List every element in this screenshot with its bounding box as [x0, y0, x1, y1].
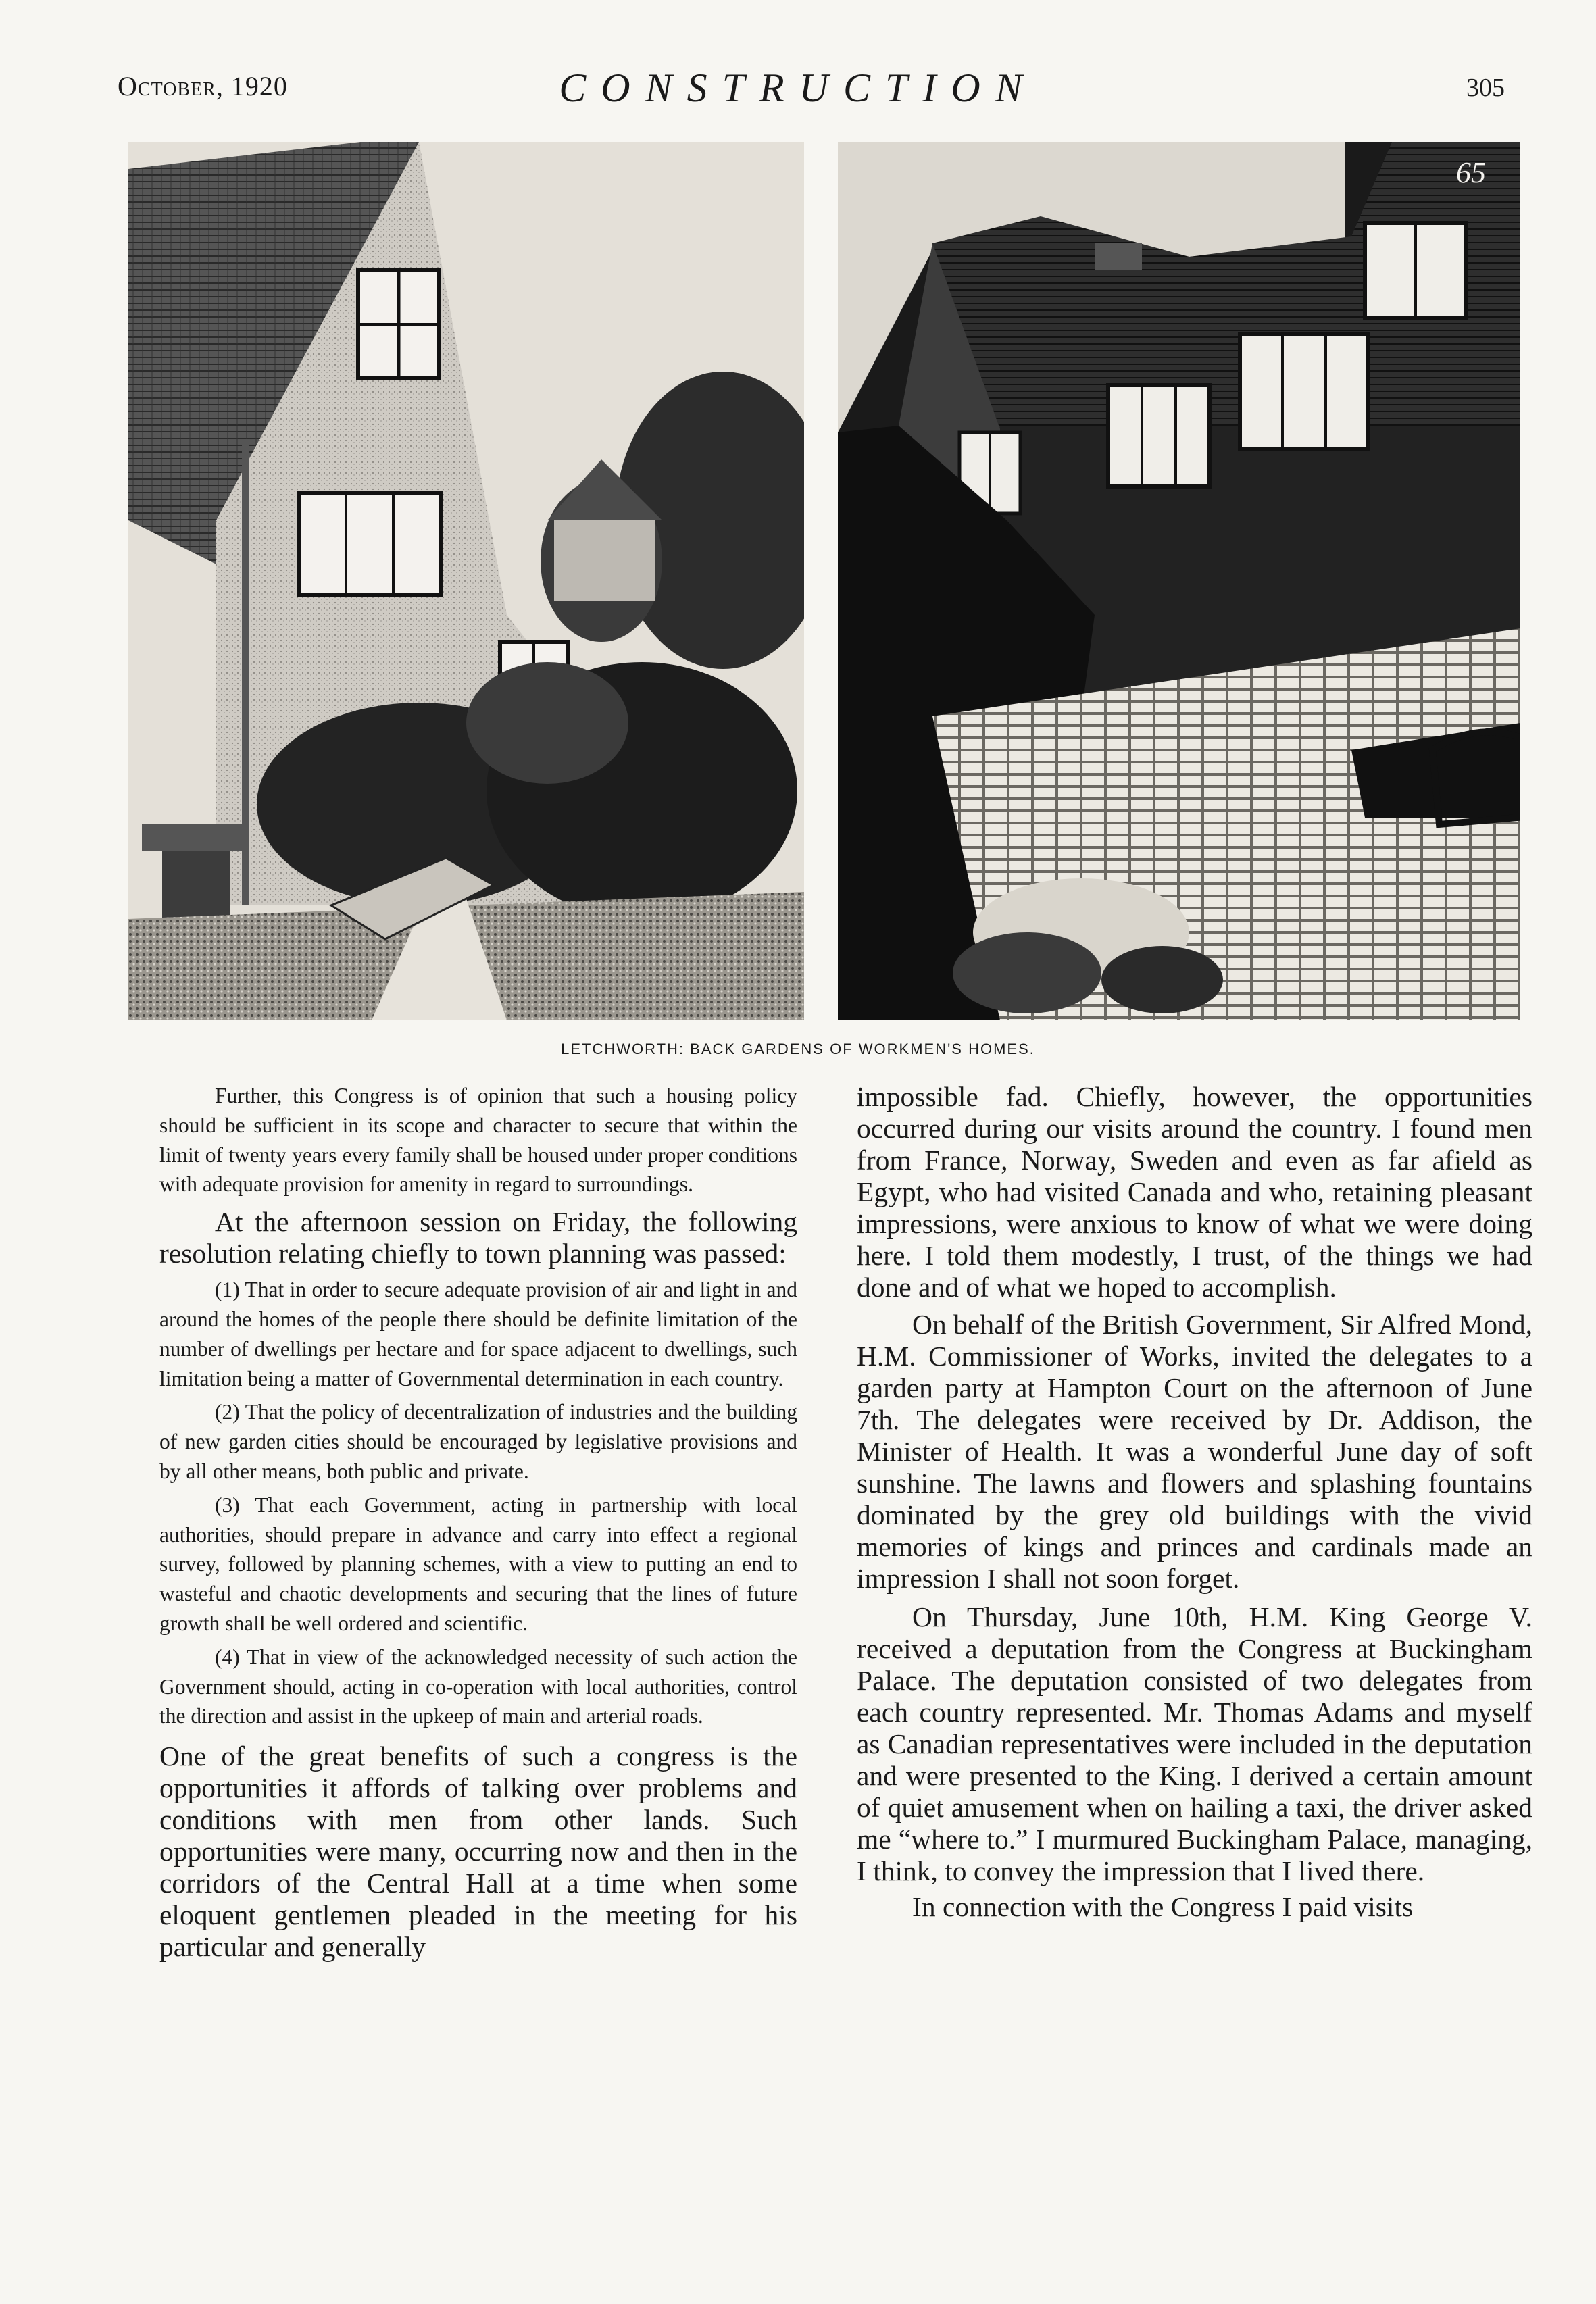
page-number: 305: [1466, 74, 1505, 102]
paragraph: On Thursday, June 10th, H.M. King George V. received a deputation from the Congress at Buckingham Palace. The deputation consisted of two delegates from each country represented. Mr. Thomas Adams and myself as Canadian representatives were included in the deputation and were presented to the King. I derived a certain amount of quiet amusement when on hailing a taxi, the driver asked me “where to.” I murmured Buckingham Palace, managing, I think, to convey the impression that I lived there.: [857, 1601, 1532, 1886]
photo-archive-mark: 65: [1456, 156, 1486, 189]
page-header: [0, 65, 1596, 126]
resolution-item: (1) That in order to secure adequate provision of air and light in and around the homes of the people there should be definite limitation of the number of dwellings per hectare and for space adjacent to dwellings, such limitation being a matter of Governmental determination in each country.: [159, 1278, 797, 1391]
journal-title: CONSTRUCTION: [559, 66, 1037, 110]
resolution-item: (2) That the policy of decentralization of industries and the building of new garden cities should be encouraged by legislative provisions and by all other means, both public and private.: [159, 1400, 797, 1483]
resolution-item: (3) That each Government, acting in partnership with local authorities, should prepare in advance and carry into effect a regional survey, followed by planning schemes, with a view to putting an end to wasteful and chaotic developments and securing that the lines of future growth shall be well ordered and scientific.: [159, 1493, 797, 1635]
cottage-gable-illustration: [128, 142, 804, 1020]
text-column-left: [159, 1081, 797, 1963]
paragraph: impossible fad. Chiefly, however, the opportunities occurred during our visits around the country. I found men from France, Norway, Sweden and even as far afield as Egypt, who had visited Canada and who, retaining pleasant impressions, were anxious to know of what we were doing here. I told them modestly, I trust, of the things we had done and of what we hoped to accomplish.: [857, 1081, 1532, 1303]
paragraph: One of the great benefits of such a congress is the opportunities it affords of talking over problems and conditions with men from other lands. Such opportunities were many, occurring now and then in the corridors of the Central Hall at a time when some eloquent gentlemen pleaded in the meeting for his particular and generally: [159, 1740, 797, 1963]
paragraph: At the afternoon session on Friday, the following resolution relating chiefly to town planning was passed:: [159, 1206, 797, 1270]
paragraph: Further, this Congress is of opinion that such a housing policy should be sufficient in its scope and character to secure that within the limit of twenty years every family shall be housed under proper conditions with adequate provision for amenity in regard to surroundings.: [159, 1084, 797, 1197]
photo-house-paved-path: [838, 142, 1520, 1020]
resolution-list: [159, 1275, 797, 1731]
text-column-right: [857, 1081, 1532, 1923]
house-path-illustration: [838, 142, 1520, 1020]
paragraph: In connection with the Congress I paid visits: [912, 1891, 1414, 1922]
resolution-item: (4) That in view of the acknowledged necessity of such action the Government should, acting in co-operation with local authorities, control the direction and assist in the upkeep of main and arterial roads.: [159, 1645, 797, 1728]
paragraph: On behalf of the British Government, Sir Alfred Mond, H.M. Commissioner of Works, invited the delegates to a garden party at Hampton Court on the afternoon of June 7th. The delegates were received by Dr. Addison, the Minister of Health. It was a wonderful June day of soft sunshine. The lawns and flowers and splashing fountains dominated by the grey old buildings with the vivid memories of kings and princes and cardinals made an impression I shall not soon forget.: [857, 1309, 1532, 1594]
issue-date: October, 1920: [118, 71, 288, 101]
photo-caption: LETCHWORTH: BACK GARDENS OF WORKMEN'S HOMES.: [561, 1041, 1035, 1057]
photo-cottage-gable: [128, 142, 804, 1020]
